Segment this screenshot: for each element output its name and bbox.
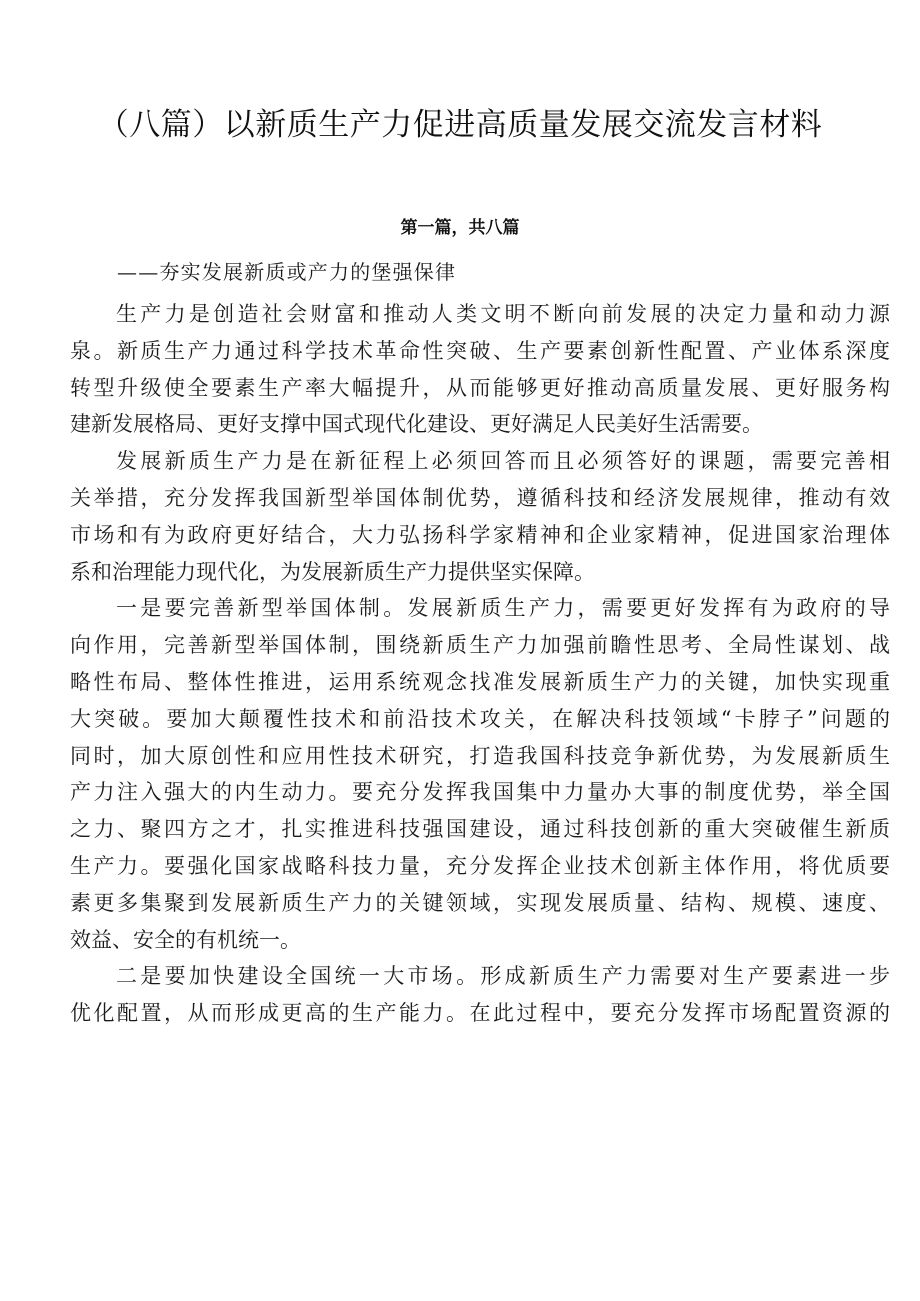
text-line: 素更多集聚到发展新质生产力的关键领域，实现发展质量、结构、规模、速度、 [70,890,890,915]
text-line: 二是要加快建设全国统一大市场。形成新质生产力需要对生产要素进一步 [116,964,890,989]
paragraph [70,958,890,1032]
text-line: 发展新质生产力是在新征程上必须回答而且必须答好的课题，需要完善相 [116,449,890,474]
text-line: 同时，加大原创性和应用性技术研究，打造我国科技竞争新优势，为发展新质生 [70,743,890,768]
text-line: 生产力是创造社会财富和推动人类文明不断向前发展的决定力量和动力源 [116,302,890,326]
text-line: 转型升级使全要素生产率大幅提升，从而能够更好推动高质量发展、更好服务构 [70,375,890,400]
text-line: 优化配置，从而形成更高的生产能力。在此过程中，要充分发挥市场配置资源的 [70,1001,890,1026]
text-line: 泉。新质生产力通过科学技术革命性突破、生产要素创新性配置、产业体系深度 [70,338,890,363]
section-subtitle: ——夯实发展新质或产力的堡强保律 [117,260,457,284]
document-body [70,296,890,1032]
text-line: 略性布局、整体性推进，运用系统观念找准发展新质生产力的关键，加快实现重 [70,669,890,694]
text-line: 系和治理能力现代化，为发展新质生产力提供坚实保障。 [70,559,595,584]
section-heading: 第一篇，共八篇 [400,218,520,238]
document-title: （八篇）以新质生产力促进高质量发展交流发言材料 [97,107,823,143]
text-line: 关举措，充分发挥我国新型举国体制优势，遵循科技和经济发展规律，推动有效 [70,485,890,510]
text-line: 产力注入强大的内生动力。要充分发挥我国集中力量办大事的制度优势，举全国 [70,780,890,805]
text-line: 一是要完善新型举国体制。发展新质生产力，需要更好发挥有为政府的导 [116,596,890,621]
text-line: 生产力。要强化国家战略科技力量，充分发挥企业技术创新主体作用，将优质要 [70,853,890,878]
text-line: 向作用，完善新型举国体制，围绕新质生产力加强前瞻性思考、全局性谋划、战 [70,633,890,658]
paragraph [70,296,890,443]
text-line: 建新发展格局、更好支撑中国式现代化建设、更好满足人民美好生活需要。 [70,412,763,437]
text-line: 之力、聚四方之才，扎实推进科技强国建设，通过科技创新的重大突破催生新质 [70,817,890,842]
paragraph [70,443,890,590]
paragraph [70,590,890,958]
text-line: 大突破。要加大颠覆性技术和前沿技术攻关，在解决科技领域“卡脖子”问题的 [70,706,890,731]
text-line: 市场和有为政府更好结合，大力弘扬科学家精神和企业家精神，促进国家治理体 [70,522,890,547]
text-line: 效益、安全的有机统一。 [70,927,301,952]
